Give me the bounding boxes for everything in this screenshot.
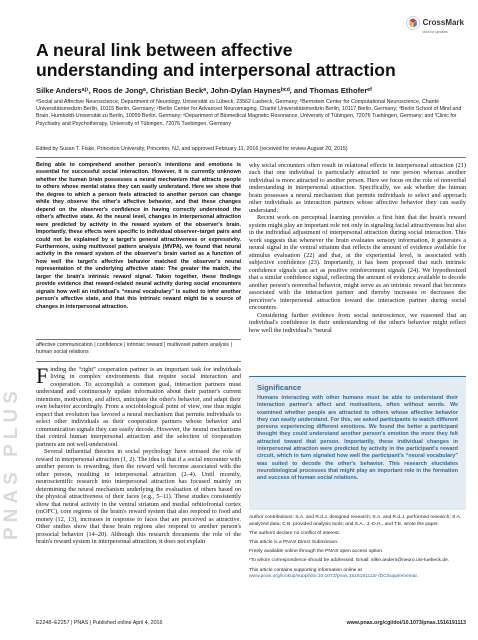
crossmark-badge[interactable] (406, 12, 464, 34)
significance-box (249, 376, 466, 510)
direct-submission-note: This article is a PNAS Direct Submission. (249, 539, 339, 545)
abstract-divider (36, 339, 241, 340)
author-contributions: Author contributions: S.A. and R.d.J. designed research; S.A. and R.d.J. performed research; S.A. analyzed data; C.B. provided analysis tools; and S.A., J.-D.H., and T.E. wrote the paper. (249, 515, 462, 527)
drop-cap: F (36, 363, 49, 388)
article-notes (249, 515, 466, 583)
edited-by-line: Edited by Susan T. Fiske, Princeton University, Princeton, NJ, and approved February 11, 2016 (received for review August 20, 2015) (36, 146, 348, 152)
body-left-column (36, 363, 241, 546)
affiliations: ᵃSocial and Affective Neuroscience, Department of Neurology, Universität zu Lübeck, 23562 Luebeck, Germany; ᵇBernstein Center for Computational Neuroscience, Charité Universitätsmedizin Berlin, 10115 Berlin, Germany; ᶜBerlin Center for Advanced Neuroimaging, Charité Universitätsmedizin Berlin, 10117 Berlin, Germany; ᵈBerlin School of Mind and Brain, Humboldt-Universität zu Berlin, 10099 Berlin, Germany; ᵉDepartment of Biomedical Magnetic Resonance, University of Tübingen, 72076 Tuebingen, Germany; and ᶠClinic for Psychiatry and Psychotherapy, University of Tübingen, 72076 Tuebingen, Germany (36, 99, 462, 127)
supporting-info-link[interactable]: www.pnas.org/lookup/suppl/doi:10.1073/pnas.1516191113/-/DCSupplemental (249, 574, 417, 580)
intro-paragraph-2: Several influential theories in social psychology have stressed the role of reward in interpersonal attraction (1, 2). The idea is that if a social encounter with another person is rewarding, then the reward will become associated with the other person, resulting in interpersonal attraction (2–4). Until recently, neuroscientific research into interpersonal attraction has focused mainly on determining the neural mechanism underlying the evaluation of others based on the physical attractiveness of their faces (e.g., 5–11). These studies consistently show that neural activity in the ventral striatum and medial orbitofrontal cortex (mOFC), core regions of the brain's reward system that also respond to food and money (12, 13), increases in response to faces that are perceived as attractive. Other studies show that these brain regions also respond to another person's prosocial behavior (14–20). Although this research documents the role of the brain's reward system in interpersonal attraction, it does not explain (36, 448, 241, 546)
right-paragraph-3: Considering further evidence from social neuroscience, we reasoned that an individual's confidence in their understanding of the other's behavior might reflect how well the individual's “neural (249, 311, 466, 334)
body-right-column (249, 162, 466, 334)
author-list: Silke Andersᵃʲ¹, Roos de Jongᵃ, Christian Beckᵃ, John-Dylan Haynesᵇᶜᵈ, and Thomas Ethoferᵉᶠ (36, 86, 372, 95)
crossmark-sub: click for updates (422, 30, 448, 34)
conflict-statement: The authors declare no conflict of interest. (249, 530, 341, 536)
keywords-divider (36, 361, 241, 362)
keywords: affective communication | confidence | intrinsic reward | multivoxel pattern analysis | human social relations (36, 342, 232, 355)
supporting-suffix: . (416, 574, 418, 580)
significance-text: Humans interacting with other humans must be able to understand their interaction partner's affect and motivations, often without words. We examined whether people are attracted to others whose affective behavior they can easily understand. For this, we asked participants to watch different persons experiencing different emotions. We found the better a participant thought they could understand another person's emotion the more they felt attracted toward that person. Importantly, these individual changes in interpersonal attraction were predicted by activity in the participant's reward circuit, which in turn signaled how well the participant's “neural vocabulary” was suited to decode the other's behavior. This research elucidates neurobiological processes that might play an important role in the formation and success of human social relations. (257, 395, 458, 482)
correspondence-note: ¹To whom correspondence should be addressed. Email: silke.anders@neuro.uni-luebeck.de. (249, 558, 450, 564)
pnas-plus-watermark (0, 70, 22, 540)
open-access-note: Freely available online through the PNAS open access option. (249, 549, 384, 555)
supporting-info-note (249, 568, 466, 581)
article-title: A neural link between affective understanding and interpersonal attraction (36, 40, 396, 80)
crossmark-icon (406, 16, 420, 30)
page-footer (36, 620, 466, 626)
footer-citation: E2248–E2257 | PNAS | Published online April 4, 2016 (36, 620, 163, 626)
crossmark-label: CrossMark (422, 18, 464, 27)
intro-paragraph-1: inding the “right” cooperation partner is an important task for individuals living in complex environments that require social interaction and cooperation. To accomplish a common goal, interaction partners must understand and continuously update information about their partner's current intentions, motivation, and affect, anticipate the other's behavior, and adapt their own behavior accordingly. From a sociobiological point of view, one thus might expect that evolution has favored a neural mechanism that permits individuals to select other individuals as their cooperation partners whose behavior and communication signals they can easily decode. However, the neural mechanisms that control human interpersonal attraction and the selection of cooperation partners are not well-understood. (36, 366, 241, 448)
footer-doi[interactable]: www.pnas.org/cgi/doi/10.1073/pnas.1516191113 (346, 620, 466, 626)
supporting-prefix: This article contains supporting information online at (249, 567, 362, 573)
watermark-text: PNAS PLUS (1, 386, 22, 540)
abstract: Being able to comprehend another person's intentions and emotions is essential for successful social interaction. However, it is currently unknown whether the human brain possesses a neural mechanism that attracts people to others whose mental states they can easily understand. Here we show that the degree to which a person feels attracted to another person can change while they observe the other's affective behavior, and that these changes depend on the observer's confidence in having correctly understood the other's affective state. At the neural level, changes in interpersonal attraction were predicted by activity in the reward system of the observer's brain. Importantly, these effects were specific to individual observer–target pairs and could not be explained by a target's general attractiveness or expressivity. Furthermore, using multivoxel pattern analysis (MVPA), we found that neural activity in the reward system of the observer's brain varied as a function of how well the target's affective behavior matched the observer's neural representation of the underlying affective state: The greater the match, the larger the brain's intrinsic reward signal. Taken together, these findings provide evidence that reward-related neural activity during social encounters signals how well an individual's “neural vocabulary” is suited to infer another person's affective state, and that this intrinsic reward might be a source of changes in interpersonal attraction. (36, 162, 241, 310)
significance-title: Significance (257, 383, 302, 392)
right-paragraph-2: Recent work on perceptual learning provides a first hint that the brain's reward system might play an important role not only in signaling facial attractiveness but also in the individual adjustment of interpersonal attraction during social interaction. This work suggests that whenever the brain evaluates sensory information, it generates a neural signal in the ventral striatum that reflects the amount of evidence available for stimulus evaluation (22) and that, at the experiential level, is associated with subjective confidence (23). Importantly, it has been proposed that such intrinsic confidence signals can act as positive reinforcement signals (24). We hypothesized that a similar confidence signal, reflecting the amount of evidence available to decode another person's nonverbal behavior, might serve as an intrinsic reward that becomes associated with the interaction partner and thereby increases or decreases the perceiver's interpersonal attraction toward the interaction partner during social encounters. (249, 214, 466, 312)
right-paragraph-1: why social encounters often result in relational effects in interpersonal attraction (21) such that one individual is particularly attracted to one person whereas another individual is more attracted to another person. Here we focus on the role of nonverbal understanding in interpersonal attraction. Specifically, we ask whether the human brain possesses a neural mechanism that permits individuals to select and approach other individuals as interaction partners whose affective behavior they can easily understand. (249, 162, 466, 214)
header-divider (36, 157, 466, 158)
